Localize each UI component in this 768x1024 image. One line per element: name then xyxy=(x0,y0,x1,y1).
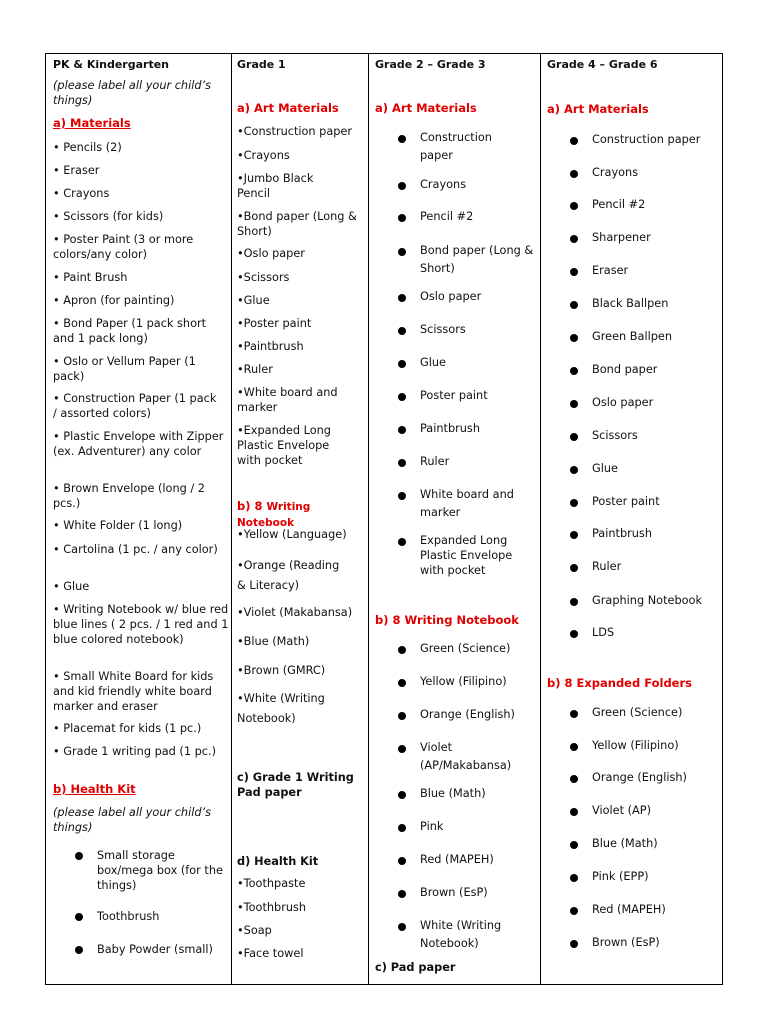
list-item: Construction paper xyxy=(420,131,492,162)
g46-art-title: a) Art Materials xyxy=(547,102,649,116)
bullet-dot xyxy=(570,531,578,539)
list-item: •Glue xyxy=(237,294,270,307)
bullet-dot xyxy=(570,940,578,948)
list-item: Scissors xyxy=(420,323,466,336)
list-item: •Face towel xyxy=(237,947,304,960)
supply-table xyxy=(45,53,723,985)
list-item: •Construction paper xyxy=(237,125,353,138)
list-item: •Oslo paper xyxy=(237,247,305,260)
bullet-dot xyxy=(398,327,406,335)
list-item: •Blue (Math) xyxy=(237,635,310,648)
list-item: •Bond paper (Long & Short) xyxy=(237,210,357,238)
list-item: • Apron (for painting) xyxy=(53,294,175,307)
list-item: •White board and marker xyxy=(237,386,338,414)
bullet-dot xyxy=(398,745,406,753)
list-item: • White Folder (1 long) xyxy=(53,519,183,532)
list-item: Blue (Math) xyxy=(592,837,658,850)
bullet-dot xyxy=(398,679,406,687)
list-item: •Ruler xyxy=(237,363,273,376)
list-item: Brown (EsP) xyxy=(592,936,660,949)
bullet-dot xyxy=(398,294,406,302)
list-item: •Expanded Long Plastic Envelope with pocket xyxy=(237,424,331,467)
list-item: •Brown (GMRC) xyxy=(237,664,326,677)
bullet-dot xyxy=(398,857,406,865)
list-item: Baby Powder (small) xyxy=(97,943,213,956)
list-item: Scissors xyxy=(592,429,638,442)
bullet-dot xyxy=(570,268,578,276)
bullet-dot xyxy=(570,743,578,751)
list-item: • Construction Paper (1 pack / assorted colors) xyxy=(53,392,217,420)
bullet-dot xyxy=(398,492,406,500)
list-item: White (Writing Notebook) xyxy=(420,919,502,950)
header-grade-4-6: Grade 4 – Grade 6 xyxy=(547,58,658,71)
list-item: Yellow (Filipino) xyxy=(420,675,507,688)
list-item: Toothbrush xyxy=(97,910,160,923)
list-item: • Glue xyxy=(53,580,90,593)
column-grade-1 xyxy=(232,54,369,984)
list-item: Blue (Math) xyxy=(420,787,486,800)
list-item: • Paint Brush xyxy=(53,271,128,284)
list-item: LDS xyxy=(592,626,615,639)
list-item: Glue xyxy=(420,356,447,369)
list-item: Bond paper (Long & Short) xyxy=(420,244,534,275)
list-item: Oslo paper xyxy=(592,396,654,409)
g46-folders-title: b) 8 Expanded Folders xyxy=(547,676,692,690)
list-item: Green (Science) xyxy=(592,706,683,719)
bullet-dot xyxy=(570,630,578,638)
list-item: Oslo paper xyxy=(420,290,482,303)
bullet-dot xyxy=(570,400,578,408)
list-item: • Poster Paint (3 or more colors/any color) xyxy=(53,233,194,261)
list-item: Green (Science) xyxy=(420,642,511,655)
list-item: Glue xyxy=(592,462,619,475)
list-item: Graphing Notebook xyxy=(592,594,702,607)
bullet-dot xyxy=(570,137,578,145)
list-item: •Toothbrush xyxy=(237,901,307,914)
g1-notebook-title-label: Writing Notebook xyxy=(237,501,311,529)
list-item: • Pencils (2) xyxy=(53,141,122,154)
bullet-dot xyxy=(398,646,406,654)
list-item: Pencil #2 xyxy=(420,210,474,223)
list-item: • Plastic Envelope with Zipper (ex. Adventurer) any color xyxy=(53,430,224,458)
bullet-dot xyxy=(398,393,406,401)
list-item: Red (MAPEH) xyxy=(592,903,666,916)
bullet-dot xyxy=(75,913,83,921)
bullet-dot xyxy=(570,367,578,375)
bullet-dot xyxy=(398,426,406,434)
list-item: •Orange (Reading & Literacy) xyxy=(237,559,340,592)
list-item: •Soap xyxy=(237,924,272,937)
list-item: Crayons xyxy=(592,166,639,179)
list-item: •White (Writing Notebook) xyxy=(237,692,325,725)
bullet-dot xyxy=(570,334,578,342)
list-item: • Crayons xyxy=(53,187,110,200)
list-item: Pink (EPP) xyxy=(592,870,649,883)
g1-pad-title: c) Grade 1 Writing Pad paper xyxy=(237,771,354,799)
g1-health-title: d) Health Kit xyxy=(237,855,319,868)
list-item: • Writing Notebook w/ blue red blue lines ( 2 pcs. / 1 red and 1 blue colored notebook) xyxy=(53,603,229,646)
bullet-dot xyxy=(570,598,578,606)
list-item: Orange (English) xyxy=(592,771,687,784)
bullet-dot xyxy=(398,248,406,256)
pk-note: (please label all your child’s things) xyxy=(53,79,212,107)
list-item: •Violet (Makabansa) xyxy=(237,606,353,619)
list-item: • Cartolina (1 pc. / any color) xyxy=(53,543,218,556)
list-item: Poster paint xyxy=(420,389,488,402)
list-item: Red (MAPEH) xyxy=(420,853,494,866)
header-grade-2-3: Grade 2 – Grade 3 xyxy=(375,58,486,71)
list-item: •Yellow (Language) xyxy=(237,528,347,541)
list-item: Paintbrush xyxy=(420,422,480,435)
list-item: Green Ballpen xyxy=(592,330,673,343)
list-item: Brown (EsP) xyxy=(420,886,488,899)
g23-pad-title: c) Pad paper xyxy=(375,961,456,974)
list-item: Black Ballpen xyxy=(592,297,669,310)
bullet-dot xyxy=(75,946,83,954)
bullet-dot xyxy=(570,301,578,309)
bullet-dot xyxy=(570,841,578,849)
list-item: • Bond Paper (1 pack short and 1 pack long) xyxy=(53,317,207,345)
list-item: Pink xyxy=(420,820,444,833)
list-item: Pencil #2 xyxy=(592,198,646,211)
list-item: Expanded Long Plastic Envelope with pocket xyxy=(420,534,513,577)
bullet-dot xyxy=(570,874,578,882)
bullet-dot xyxy=(398,214,406,222)
list-item: Orange (English) xyxy=(420,708,515,721)
bullet-dot xyxy=(75,852,83,860)
bullet-dot xyxy=(570,235,578,243)
list-item: •Poster paint xyxy=(237,317,312,330)
list-item: Eraser xyxy=(592,264,629,277)
bullet-dot xyxy=(570,907,578,915)
list-item: • Placemat for kids (1 pc.) xyxy=(53,722,202,735)
bullet-dot xyxy=(570,202,578,210)
list-item: Ruler xyxy=(420,455,450,468)
bullet-dot xyxy=(398,538,406,546)
bullet-dot xyxy=(570,710,578,718)
list-item: • Eraser xyxy=(53,164,100,177)
bullet-dot xyxy=(398,135,406,143)
list-item: • Oslo or Vellum Paper (1 pack) xyxy=(53,355,196,383)
list-item: White board and marker xyxy=(420,488,514,519)
bullet-dot xyxy=(570,808,578,816)
list-item: •Crayons xyxy=(237,149,290,162)
list-item: Paintbrush xyxy=(592,527,652,540)
pk-health-title: b) Health Kit xyxy=(53,782,136,796)
list-item: Crayons xyxy=(420,178,467,191)
list-item: •Scissors xyxy=(237,271,290,284)
bullet-dot xyxy=(398,824,406,832)
list-item: Sharpener xyxy=(592,231,651,244)
g1-notebook-title-count: b) 8 xyxy=(237,499,267,513)
pk-health-note: (please label all your child’s things) xyxy=(53,806,212,834)
bullet-dot xyxy=(398,923,406,931)
pk-materials-title: a) Materials xyxy=(53,116,131,130)
column-pk-kindergarten xyxy=(46,54,232,984)
bullet-dot xyxy=(570,775,578,783)
bullet-dot xyxy=(570,433,578,441)
bullet-dot xyxy=(398,360,406,368)
list-item: Violet (AP/Makabansa) xyxy=(420,741,512,772)
list-item: Construction paper xyxy=(592,133,701,146)
list-item: Small storage box/mega box (for the things) xyxy=(97,849,223,892)
column-grade-4-6 xyxy=(541,54,723,984)
header-grade-1: Grade 1 xyxy=(237,58,286,71)
list-item: Bond paper xyxy=(592,363,658,376)
bullet-dot xyxy=(570,499,578,507)
bullet-dot xyxy=(570,170,578,178)
header-pk: PK & Kindergarten xyxy=(53,58,169,71)
bullet-dot xyxy=(398,890,406,898)
list-item: •Toothpaste xyxy=(237,877,306,890)
list-item: Ruler xyxy=(592,560,622,573)
list-item: Violet (AP) xyxy=(592,804,651,817)
list-item: • Scissors (for kids) xyxy=(53,210,164,223)
bullet-dot xyxy=(398,182,406,190)
bullet-dot xyxy=(398,459,406,467)
g23-notebook-title: b) 8 Writing Notebook xyxy=(375,613,519,627)
list-item: Yellow (Filipino) xyxy=(592,739,679,752)
g1-art-title: a) Art Materials xyxy=(237,101,339,115)
bullet-dot xyxy=(570,564,578,572)
list-item: • Grade 1 writing pad (1 pc.) xyxy=(53,745,216,758)
list-item: • Brown Envelope (long / 2 pcs.) xyxy=(53,482,205,510)
g23-art-title: a) Art Materials xyxy=(375,101,477,115)
list-item: • Small White Board for kids and kid friendly white board marker and eraser xyxy=(53,670,214,713)
list-item: •Jumbo Black Pencil xyxy=(237,172,314,200)
list-item: Poster paint xyxy=(592,495,660,508)
bullet-dot xyxy=(398,712,406,720)
bullet-dot xyxy=(570,466,578,474)
bullet-dot xyxy=(398,791,406,799)
column-grade-2-3 xyxy=(369,54,541,984)
list-item: •Paintbrush xyxy=(237,340,304,353)
